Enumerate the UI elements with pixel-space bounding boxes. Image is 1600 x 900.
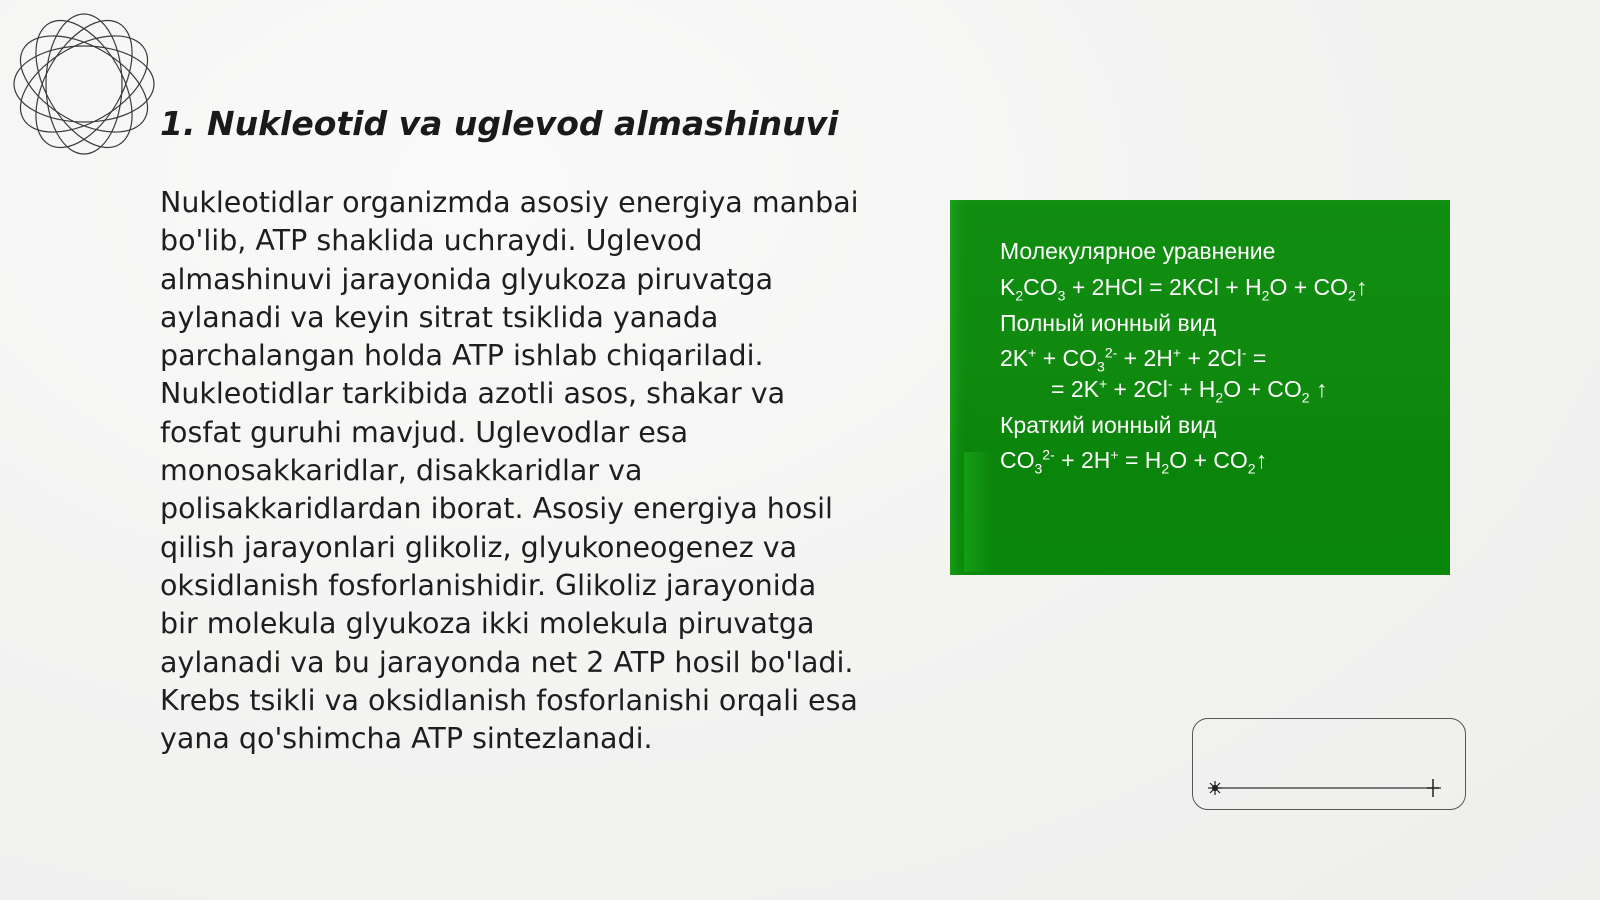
panel-highlight-strip [964, 452, 994, 572]
molecular-equation: $K_2CO_3 + 2HCl = 2KCl + H_2O$ + $CO_2↑$ [1000, 274, 1368, 304]
line-diagram [1193, 719, 1465, 809]
slide-title: 1. Nukleotid va uglevod almashinuvi [160, 104, 839, 143]
equation-panel [950, 200, 1450, 575]
heading-molecular: Молекулярное уравнение [1000, 238, 1276, 264]
spirograph-logo-icon [10, 10, 158, 158]
short-ionic-equation: $CO_3^{2-} + 2H^+ = H_2O$ + $CO_2↑$ [1000, 446, 1268, 477]
heading-full-ionic: Полный ионный вид [1000, 310, 1217, 336]
body-paragraph: Nukleotidlar organizmda asosiy energiya manbai bo'lib, ATP shaklida uchraydi. Uglevod almashinuvi jarayonida glyukoza piruvatga aylanadi va keyin sitrat tsiklida yanada parchalangan holda ATP ishlab chiqariladi. Nukleotidlar tarkibida azotli asos, shakar va fosfat guruhi mavjud. Uglevodlar esa monosakkaridlar, disakkaridlar va polisakkaridlardan iborat. Asosiy energiya hosil qilish jarayonlari glikoliz, glyukoneogenez va oksidlanish fosforlanishidir. Glikoliz jarayonida bir molekula glyukoza ikki molekula piruvatga aylanadi va bu jarayonda net 2 ATP hosil bo'ladi. Krebs tsikli va oksidlanish fosforlanishi orqali esa yana qo'shimcha ATP sintezlanadi. [160, 186, 859, 756]
burst-icon [1208, 781, 1222, 795]
line-diagram-box [1192, 718, 1466, 810]
full-ionic-equation-line-2: = $2K^+ + 2Cl^- + H_2O + CO_2$ ↑ [1051, 375, 1328, 406]
full-ionic-equation-line-1: $2K^+ + CO_3^{2-} + 2H^+ + 2Cl^-$ = [1000, 344, 1267, 375]
cross-marker-icon [1427, 779, 1439, 797]
heading-short-ionic: Краткий ионный вид [1000, 412, 1217, 438]
